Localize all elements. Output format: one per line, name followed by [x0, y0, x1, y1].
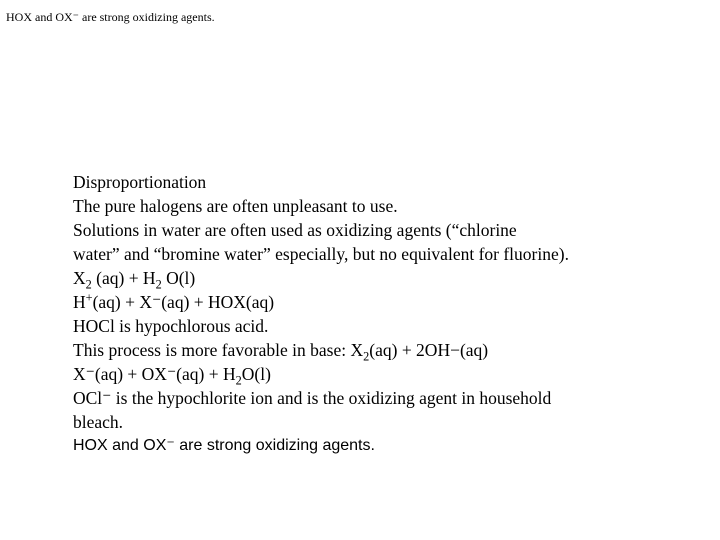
page-header: HOX and OX⁻ are strong oxidizing agents. — [6, 10, 215, 24]
text-line-solutions-cont: water” and “bromine water” especially, but no equivalent for fluorine). — [73, 244, 569, 264]
slide-title: Disproportionation — [73, 172, 207, 192]
text-line-strong-oxidizers: HOX and OX⁻ are strong oxidizing agents. — [73, 437, 375, 454]
text-line-solutions: Solutions in water are often used as oxidizing agents (“chlorine — [73, 220, 517, 240]
text-line-hypochlorite: OCl⁻ is the hypochlorite ion and is the oxidizing agent in household — [73, 388, 552, 408]
text-line-pure-halogens: The pure halogens are often unpleasant to use. — [73, 196, 398, 216]
text-line-base-process: This process is more favorable in base: $X_2(aq) + 2OH-(aq)$ — [73, 340, 489, 364]
slide-body — [73, 170, 713, 458]
equation-products: H+(aq) + X⁻(aq) + HOX(aq) — [73, 290, 275, 312]
text-line-bleach: bleach. — [73, 412, 124, 432]
equation-reactants: $X_2$ $(aq) + H_2$ O(l) — [73, 268, 196, 292]
text-line-hypochlorous: HOCl is hypochlorous acid. — [73, 316, 269, 336]
equation-base-products: $X^-(aq) + OX^-(aq) + H_2O(l)$ — [73, 364, 271, 388]
